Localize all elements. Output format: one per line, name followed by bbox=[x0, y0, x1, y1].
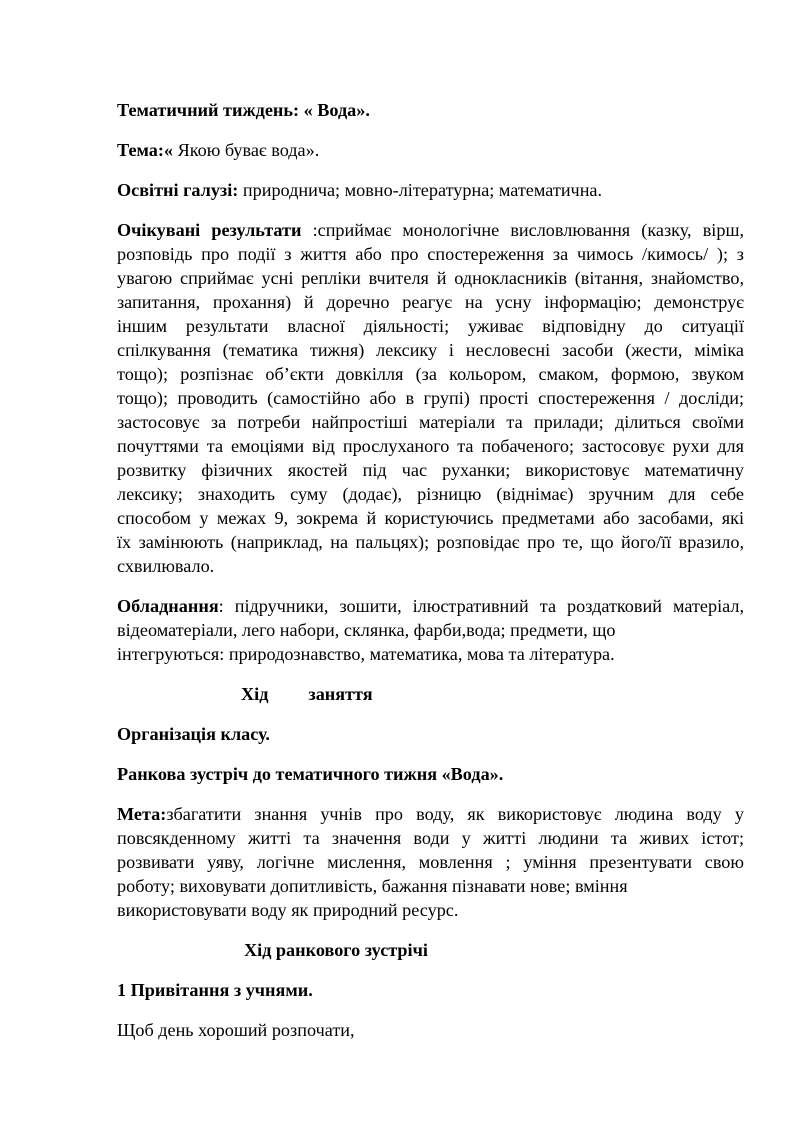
results-line: застосовує за потреби найпростіші матеріали та прилади; ділиться своїми bbox=[117, 412, 744, 432]
results-line: спілкування (тематика тижня) лексику і несловесні засоби (жести, міміка bbox=[117, 340, 744, 360]
educational-fields-value: природнича; мовно-літературна; математична. bbox=[238, 180, 603, 200]
results-line: їх замінюють (наприклад, на пальцях); розповідає про те, що його/її вразило, bbox=[117, 532, 744, 552]
document-page bbox=[117, 98, 744, 1058]
expected-results-label: Очікувані результати bbox=[117, 220, 302, 240]
lesson-progress-heading bbox=[117, 682, 744, 706]
goal-label: Мета: bbox=[117, 804, 167, 824]
results-line: іншим результати власної діяльності; уживає відповідну до ситуації bbox=[117, 316, 744, 336]
lesson-heading-word-2: заняття bbox=[308, 684, 373, 704]
educational-fields-label: Освітні галузі: bbox=[117, 180, 239, 200]
morning-meeting-progress-heading: Хід ранкового зустрічі bbox=[244, 940, 428, 960]
results-line: схвилювало. bbox=[117, 556, 215, 576]
theme-week-line bbox=[117, 98, 744, 122]
equipment-label: Обладнання bbox=[117, 596, 219, 616]
theme-week-label: Тематичний тиждень: bbox=[117, 100, 300, 120]
results-line: розвитку фізичних якостей під час руханки; використовує математичну bbox=[117, 460, 744, 480]
equipment-line: відеоматеріали, лего набори, склянка, фарби,вода; предмети, що bbox=[117, 620, 616, 640]
results-line: розповідь про події з життя або про спостереження за чимось /кимось/ ); з bbox=[117, 244, 744, 264]
lesson-heading-word-1: Хід bbox=[241, 684, 269, 704]
topic-label: Тема:« bbox=[117, 140, 174, 160]
greeting-heading: 1 Привітання з учнями. bbox=[117, 980, 313, 1000]
results-line: способом у межах 9, зокрема й користуючись предметами або засобами, які bbox=[117, 508, 744, 528]
goal-line: розвивати уяву, логічне мислення, мовлення ; уміння презентувати свою bbox=[117, 852, 744, 872]
goal-line: Мета:збагатити знання учнів про воду, як використовує людина воду у bbox=[117, 804, 744, 824]
results-line: увагою сприймає усні репліки вчителя й однокласників (вітання, знайомство, bbox=[117, 268, 744, 288]
goal-line: роботу; виховувати допитливість, бажання пізнавати нове; вміння bbox=[117, 876, 628, 896]
theme-week-value: « Вода». bbox=[299, 100, 370, 120]
results-line: тощо); розпізнає об’єкти довкілля (за кольором, смаком, формою, звуком bbox=[117, 364, 744, 384]
results-line: запитання, прохання) й доречно реагує на усну інформацію; демонструє bbox=[117, 292, 744, 312]
results-line: тощо); проводить (самостійно або в групі) прості спостереження / досліди; bbox=[117, 388, 744, 408]
results-line: лексику; знаходить суму (додає), різницю (віднімає) зручним для себе bbox=[117, 484, 744, 504]
class-organization-heading: Організація класу. bbox=[117, 724, 270, 744]
expected-results-paragraph bbox=[117, 218, 744, 578]
topic-line bbox=[117, 138, 744, 162]
poem-line: Щоб день хороший розпочати, bbox=[117, 1020, 355, 1040]
results-line: почуттями та емоціями від прослуханого та побаченого; застосовує рухи для bbox=[117, 436, 744, 456]
morning-meeting-heading: Ранкова зустріч до тематичного тижня «Вода». bbox=[117, 764, 504, 784]
equipment-line: Обладнання: підручники, зошити, ілюстративний та роздатковий матеріал, bbox=[117, 596, 744, 616]
equipment-paragraph bbox=[117, 594, 744, 666]
equipment-line: інтегруються: природознавство, математика, мова та література. bbox=[117, 644, 615, 664]
topic-value: Якою буває вода». bbox=[173, 140, 320, 160]
goal-line: повсякденному житті та значення води у житті людини та живих істот; bbox=[117, 828, 744, 848]
goal-line: використовувати воду як природний ресурс. bbox=[117, 900, 459, 920]
goal-paragraph bbox=[117, 802, 744, 922]
educational-fields-line bbox=[117, 178, 744, 202]
results-line: Очікувані результати :сприймає монологічне висловлювання (казку, вірш, bbox=[117, 220, 744, 240]
